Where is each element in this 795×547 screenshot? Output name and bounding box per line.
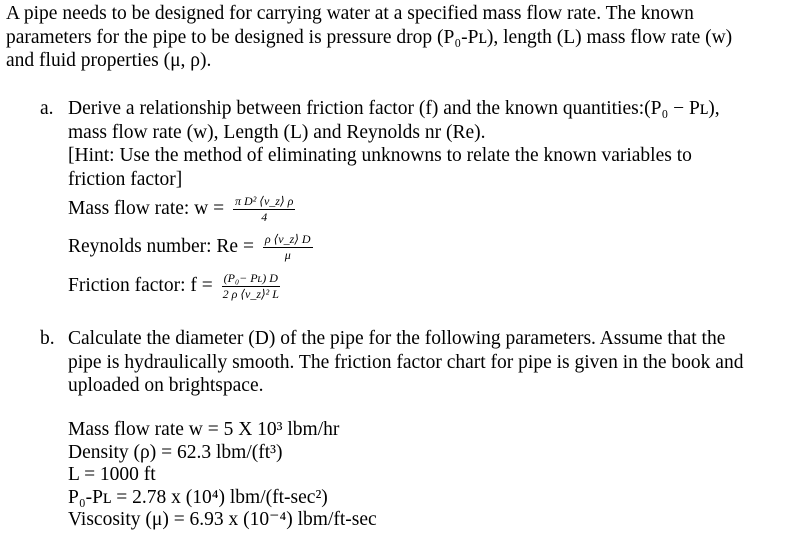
mass-flow-denominator: 4 — [261, 210, 268, 224]
friction-formula — [68, 272, 280, 301]
part-a-line-2: mass flow rate (w), Length (L) and Reynolds nr (Re). — [68, 121, 486, 143]
param-mass-flow: Mass flow rate w = 5 X 10³ lbm/hr — [68, 419, 340, 440]
param-length: L = 1000 ft — [68, 464, 156, 485]
intro-line-1: A pipe needs to be designed for carrying water at a specified mass flow rate. The known — [6, 3, 694, 24]
part-b-line-3: uploaded on brightspace. — [68, 375, 264, 396]
friction-label: Friction factor: f = — [68, 274, 213, 296]
part-a-line-1: Derive a relationship between friction factor (f) and the known quantities:(P₀ − Pʟ), — [68, 98, 720, 119]
intro-line-3: and fluid properties (μ, ρ). — [6, 50, 212, 71]
mass-flow-numerator: π D² ⟨v_z⟩ ρ — [235, 194, 294, 208]
problem-intro — [6, 2, 786, 73]
mass-flow-formula — [68, 195, 295, 224]
parameter-list — [68, 419, 377, 532]
part-b-text — [68, 327, 783, 398]
reynolds-formula — [68, 233, 313, 262]
part-a-marker: a. — [40, 98, 54, 119]
part-b-line-2: pipe is hydraulically smooth. The friction factor chart for pipe is given in the book and — [68, 351, 744, 373]
friction-denominator: 2 ρ ⟨v_z⟩² L — [222, 287, 279, 301]
mass-flow-fraction — [233, 195, 295, 224]
reynolds-fraction — [263, 233, 313, 262]
mass-flow-label: Mass flow rate: w = — [68, 197, 225, 219]
intro-line-2: parameters for the pipe to be designed is pressure drop (P₀-Pʟ), length (L) mass flow rate (w) — [6, 26, 733, 48]
part-a-text — [68, 97, 783, 191]
part-a-line-3: [Hint: Use the method of eliminating unknowns to relate the known variables to — [68, 145, 692, 166]
friction-fraction — [222, 272, 280, 301]
param-viscosity: Viscosity (μ) = 6.93 x (10⁻⁴) lbm/ft-sec — [68, 509, 377, 530]
friction-numerator: (P₀− Pʟ) D — [223, 271, 278, 285]
part-a-line-4: friction factor] — [68, 168, 183, 190]
reynolds-numerator: ρ ⟨v_z⟩ D — [264, 232, 311, 246]
part-b-line-1: Calculate the diameter (D) of the pipe for the following parameters. Assume that the — [68, 328, 726, 349]
param-density: Density (ρ) = 62.3 lbm/(ft³) — [68, 441, 283, 463]
reynolds-label: Reynolds number: Re = — [68, 235, 254, 257]
param-pressure-drop: P₀-Pʟ = 2.78 x (10⁴) lbm/(ft-sec²) — [68, 486, 328, 508]
reynolds-denominator: μ — [284, 248, 291, 262]
part-b-marker: b. — [40, 328, 55, 349]
